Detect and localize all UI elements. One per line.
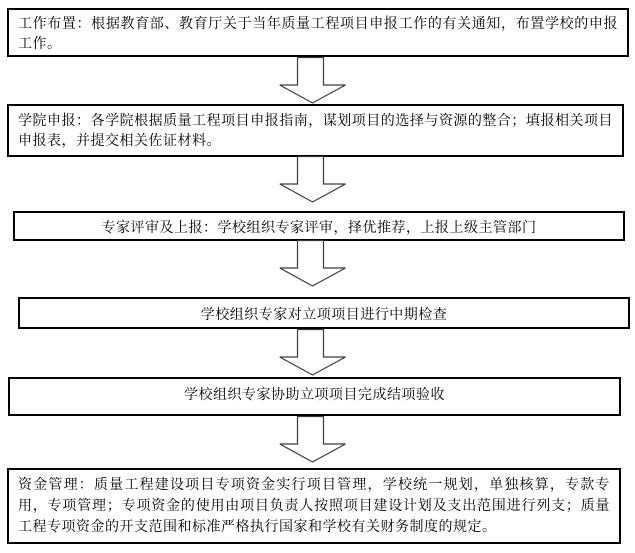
down-arrow-icon [279, 156, 347, 203]
down-arrow-icon [279, 416, 347, 463]
down-arrow-icon [279, 329, 347, 376]
down-arrow-icon [279, 57, 347, 104]
flow-step-text: 学院申报：各学院根据质量工程项目申报指南，谋划项目的选择与资源的整合；填报相关项目申报表，并提交相关佐证材料。 [18, 112, 613, 148]
flow-step-text: 学校组织专家对立项项目进行中期检查 [200, 306, 448, 322]
flow-step-text: 工作布置：根据教育部、教育厅关于当年质量工程项目申报工作的有关通知，布置学校的申报工作。 [18, 15, 618, 51]
flow-step-text: 专家评审及上报：学校组织专家评审，择优推荐，上报上级主管部门 [101, 219, 537, 235]
flow-step-work-arrangement [7, 8, 629, 57]
flow-step-text: 资金管理：质量工程建设项目专项资金实行项目管理，学校统一规划，单独核算，专款专用，专项管理；专项资金的使用由项目负责人按照项目建设计划及支出范围进行列支；质量工程专项资金的开支范围和标准严格执行国家和学校有关财务制度的规定。 [18, 476, 610, 534]
flow-step-college-application [7, 104, 624, 157]
flow-step-expert-review [13, 211, 625, 241]
flow-step-fund-management [7, 468, 621, 544]
flow-step-final-acceptance [8, 377, 621, 416]
down-arrow-icon [279, 240, 347, 287]
flow-step-midterm-check [18, 297, 630, 329]
flow-step-text: 学校组织专家协助立项项目完成结项验收 [184, 386, 445, 402]
